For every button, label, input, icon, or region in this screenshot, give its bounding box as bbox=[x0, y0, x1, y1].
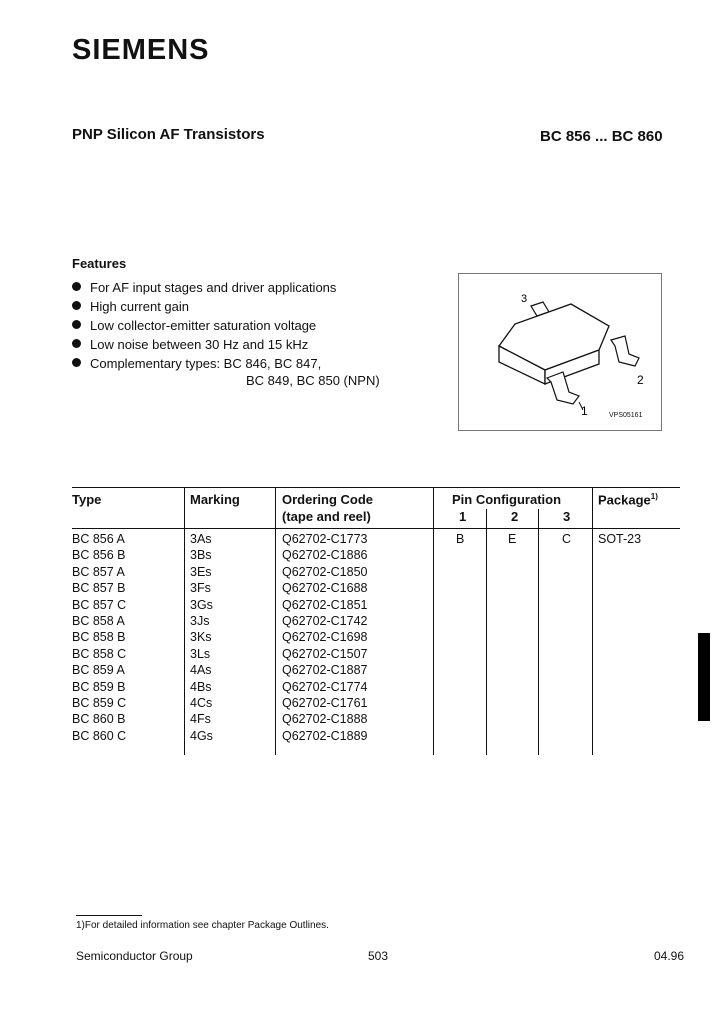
footer-group: Semiconductor Group bbox=[76, 949, 193, 963]
table-cell-type: BC 859 A bbox=[72, 663, 125, 678]
col-divider bbox=[184, 487, 185, 755]
complementary-continued: BC 849, BC 850 (NPN) bbox=[246, 373, 380, 388]
table-cell-type: BC 858 B bbox=[72, 630, 126, 645]
col-divider bbox=[433, 487, 434, 755]
footnote-rule bbox=[76, 915, 142, 916]
pin2-value: E bbox=[508, 532, 517, 546]
col-header-pin3: 3 bbox=[563, 509, 571, 524]
table-cell-code: Q62702-C1774 bbox=[282, 679, 368, 694]
bullet-icon bbox=[72, 301, 81, 310]
table-cell-marking: 3Fs bbox=[190, 581, 211, 596]
table-cell-code: Q62702-C1742 bbox=[282, 614, 368, 628]
table-cell-marking: 3Es bbox=[190, 564, 212, 579]
table-cell-type: BC 859 B bbox=[72, 679, 126, 694]
footer-page: 503 bbox=[368, 949, 389, 963]
table-cell-marking: 4Cs bbox=[190, 696, 213, 710]
col-header-marking: Marking bbox=[190, 492, 240, 507]
table-cell-type: BC 856 B bbox=[72, 548, 126, 563]
bullet-icon bbox=[72, 339, 81, 348]
section-tab-marker bbox=[698, 633, 710, 721]
pin3-value: C bbox=[562, 532, 572, 546]
table-cell-type: BC 859 C bbox=[72, 696, 127, 710]
package-figure bbox=[458, 273, 662, 431]
col-header-ordering: Ordering Code bbox=[282, 492, 374, 507]
package-value: SOT-23 bbox=[598, 532, 642, 546]
table-cell-marking: 3Ls bbox=[190, 646, 211, 661]
col-divider bbox=[486, 509, 487, 755]
table-cell-marking: 4Fs bbox=[190, 712, 211, 727]
table-cell-code: Q62702-C1887 bbox=[282, 663, 368, 678]
sot23-package-icon bbox=[459, 274, 661, 430]
col-header-pin1: 1 bbox=[459, 509, 467, 524]
col-divider bbox=[275, 487, 276, 755]
feature-item: Low collector-emitter saturation voltage bbox=[72, 317, 336, 336]
bullet-icon bbox=[72, 282, 81, 291]
table-cell-marking: 3Js bbox=[190, 614, 210, 628]
table-cell-code: Q62702-C1688 bbox=[282, 581, 368, 596]
table-top-rule bbox=[72, 487, 680, 488]
pin3-label: 3 bbox=[521, 293, 528, 305]
table-cell-code: Q62702-C1507 bbox=[282, 646, 368, 661]
page-title: PNP Silicon AF Transistors bbox=[72, 126, 265, 143]
table-cell-marking: 4Bs bbox=[190, 679, 212, 694]
table-cell-type: BC 858 C bbox=[72, 646, 127, 661]
col-header-ordering-sub: (tape and reel) bbox=[282, 509, 371, 524]
figure-code: VPS05161 bbox=[609, 412, 643, 419]
col-header-package: Package$^{1)}$ bbox=[598, 492, 658, 508]
table-cell-type: BC 857 B bbox=[72, 581, 126, 596]
table-cell-code: Q62702-C1698 bbox=[282, 630, 368, 645]
table-cell-type: BC 858 A bbox=[72, 614, 125, 628]
table-cell-code: Q62702-C1888 bbox=[282, 712, 368, 727]
features-heading: Features bbox=[72, 256, 127, 271]
table-cell-type: BC 857 C bbox=[72, 597, 127, 612]
features-list bbox=[72, 279, 336, 374]
table-cell-type: BC 860 C bbox=[72, 728, 127, 743]
bullet-icon bbox=[72, 358, 81, 367]
feature-item: Low noise between 30 Hz and 15 kHz bbox=[72, 336, 336, 355]
footer-date: 04.96 bbox=[654, 949, 685, 963]
footnote: 1)For detailed information see chapter Package Outlines. bbox=[76, 920, 329, 931]
table-cell-marking: 4Gs bbox=[190, 728, 213, 743]
pin1-value: B bbox=[456, 532, 465, 546]
col-divider bbox=[538, 509, 539, 755]
col-header-pin2: 2 bbox=[511, 509, 519, 524]
col-header-pin-config: Pin Configuration bbox=[452, 492, 562, 507]
table-cell-marking: 3Bs bbox=[190, 548, 212, 563]
table-cell-marking: 3Ks bbox=[190, 630, 212, 645]
feature-item: Complementary types: BC 846, BC 847, bbox=[72, 355, 336, 374]
table-cell-code: Q62702-C1851 bbox=[282, 597, 368, 612]
siemens-logo: SIEMENS bbox=[72, 34, 210, 66]
table-cell-type: BC 857 A bbox=[72, 564, 125, 579]
table-cell-code: Q62702-C1773 bbox=[282, 532, 368, 546]
feature-item: For AF input stages and driver applications bbox=[72, 279, 336, 298]
table-cell-type: BC 856 A bbox=[72, 532, 125, 546]
table-cell-code: Q62702-C1886 bbox=[282, 548, 368, 563]
col-header-type: Type bbox=[72, 492, 102, 507]
table-cell-marking: 4As bbox=[190, 663, 212, 678]
table-header-rule bbox=[72, 528, 680, 529]
col-divider bbox=[592, 487, 593, 755]
part-range: BC 856 ... BC 860 bbox=[540, 128, 663, 145]
bullet-icon bbox=[72, 320, 81, 329]
feature-item: High current gain bbox=[72, 298, 336, 317]
table-cell-marking: 3Gs bbox=[190, 597, 213, 612]
pin2-label: 2 bbox=[637, 373, 644, 387]
table-cell-code: Q62702-C1761 bbox=[282, 696, 368, 710]
table-cell-code: Q62702-C1889 bbox=[282, 728, 368, 743]
table-cell-marking: 3As bbox=[190, 532, 212, 546]
table-cell-code: Q62702-C1850 bbox=[282, 564, 368, 579]
table-cell-type: BC 860 B bbox=[72, 712, 126, 727]
pin1-label: 1 bbox=[581, 404, 588, 418]
